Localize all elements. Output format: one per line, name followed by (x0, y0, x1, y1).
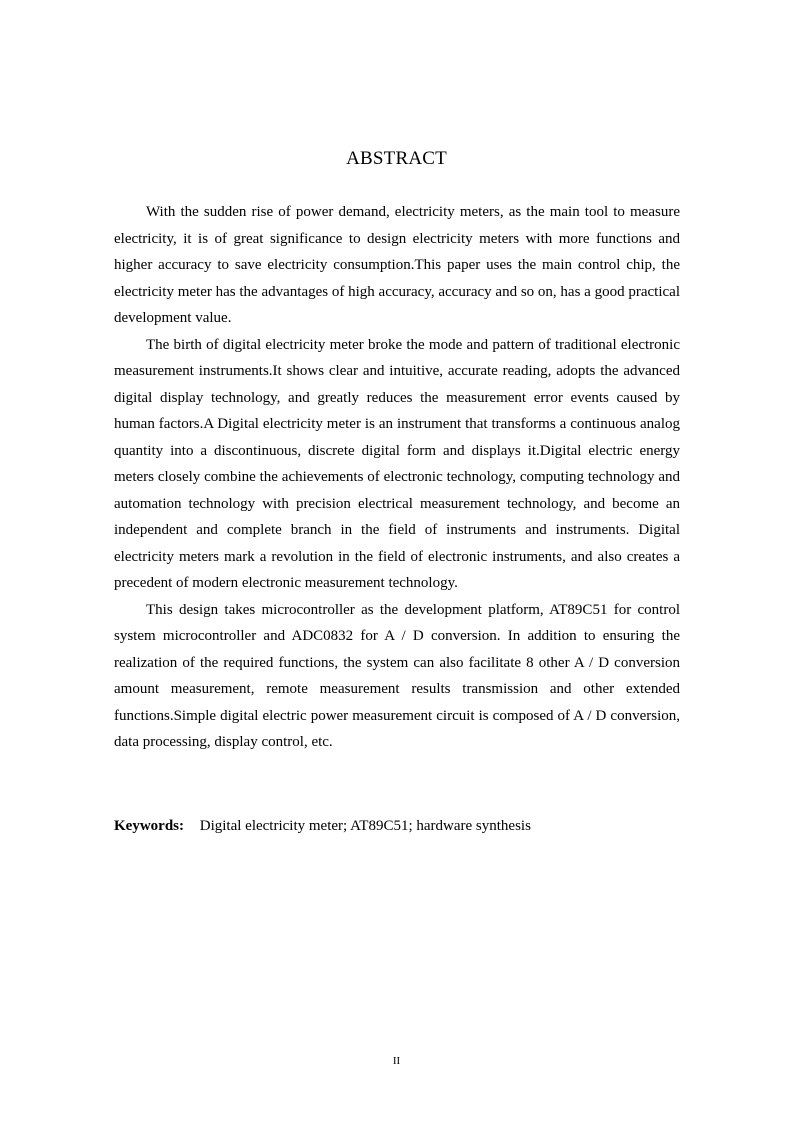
abstract-paragraph-2: The birth of digital electricity meter broke the mode and pattern of traditional electronic measurement instruments.It shows clear and intuitive, accurate reading, adopts the advanced digital display technology, and greatly reduces the measurement error events caused by human factors.A Digital electricity meter is an instrument that transforms a continuous analog quantity into a discontinuous, discrete digital form and displays it.Digital electric energy meters closely combine the achievements of electronic technology, computing technology and automation technology with precision electrical measurement technology, and become an independent and complete branch in the field of instruments and instruments. Digital electricity meters mark a revolution in the field of electronic instruments, and also creates a precedent of modern electronic measurement technology. (114, 336, 680, 591)
keywords-line (114, 815, 680, 837)
abstract-paragraph-1: With the sudden rise of power demand, electricity meters, as the main tool to measure electricity, it is of great significance to design electricity meters with more functions and higher accuracy to save electricity consumption.This paper uses the main control chip, the electricity meter has the advantages of high accuracy, accuracy and so on, has a good practical development value. (114, 204, 680, 326)
page-number: II (392, 1055, 401, 1067)
abstract-title: ABSTRACT (346, 148, 447, 169)
abstract-body (114, 199, 680, 756)
abstract-paragraph-3: This design takes microcontroller as the development platform, AT89C51 for control system microcontroller and ADC0832 for A / D conversion. In addition to ensuring the realization of the required functions, the system can also facilitate 8 other A / D conversion amount measurement, remote measurement results transmission and other extended functions.Simple digital electric power measurement circuit is composed of A / D conversion, data processing, display control, etc. (114, 601, 680, 750)
keywords-text: Digital electricity meter; AT89C51; hardware synthesis (199, 818, 531, 834)
keywords-label: Keywords: (114, 818, 184, 834)
